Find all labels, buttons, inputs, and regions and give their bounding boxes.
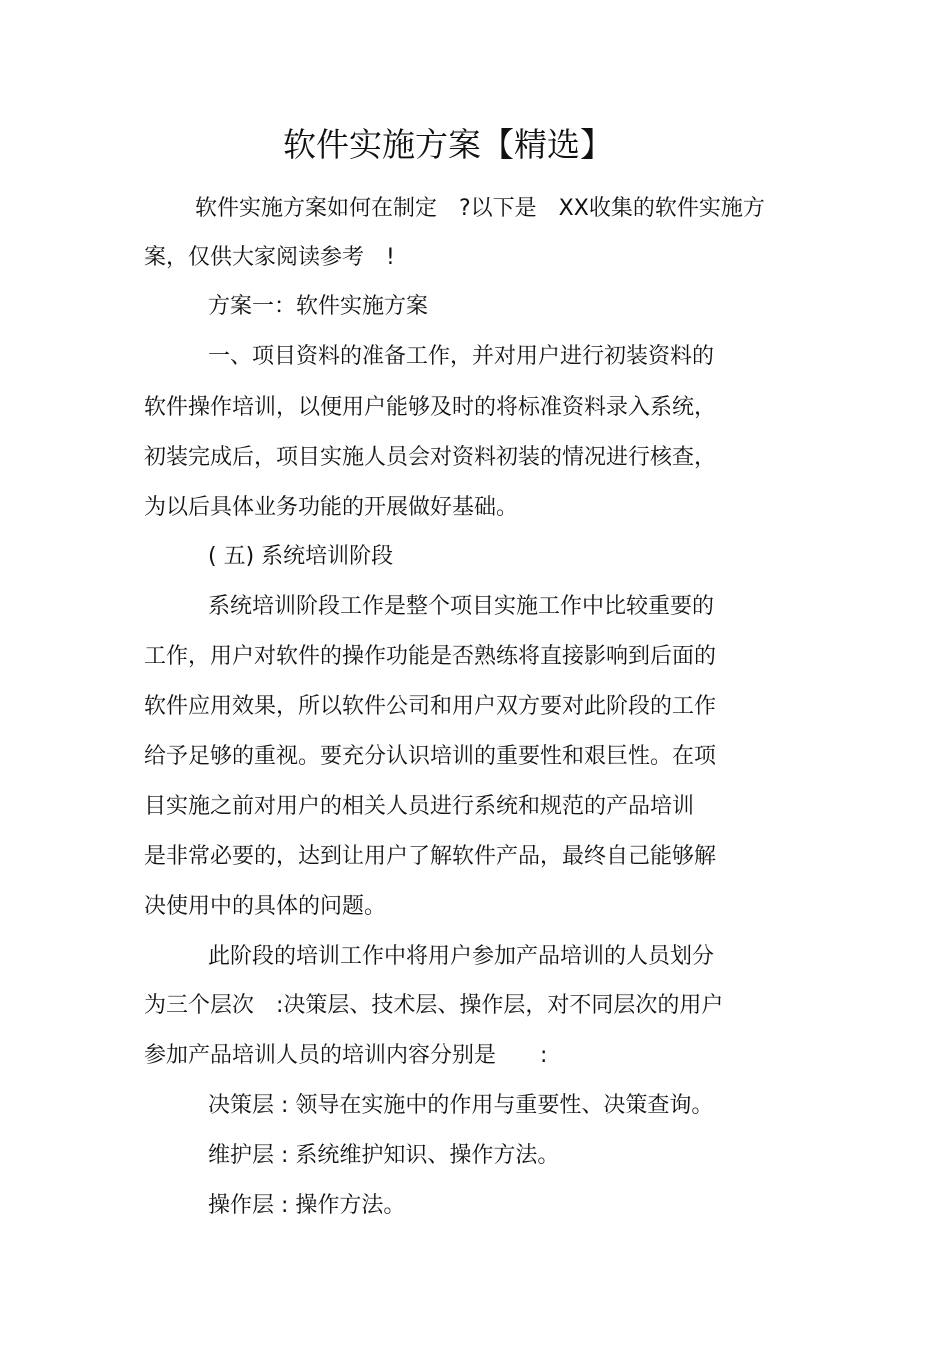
list-item-decision-layer: 决策层 : 领导在实施中的作用与重要性、决策查询。 <box>208 1093 714 1118</box>
paragraph-line: 决使用中的具体的问题。 <box>144 894 387 919</box>
document-title: 软件实施方案【精选】 <box>283 125 613 164</box>
paragraph-line: 初装完成后，项目实施人员会对资料初装的情况进行核查， <box>144 445 717 470</box>
paragraph-line: 给予足够的重视。要充分认识培训的重要性和艰巨性。在项 <box>144 744 717 769</box>
paragraph-line: 目实施之前对用户的相关人员进行系统和规范的产品培训 <box>144 794 695 819</box>
section-heading-plan-one: 方案一：软件实施方案 <box>208 294 429 319</box>
paragraph-line-intro-2: 案，仅供大家阅读参考 ! <box>144 245 395 270</box>
list-item-operation-layer: 操作层 : 操作方法。 <box>208 1193 406 1218</box>
paragraph-line: 为三个层次 :决策层、技术层、操作层，对不同层次的用户 <box>144 993 724 1018</box>
paragraph-line: 软件操作培训，以便用户能够及时的将标准资料录入系统， <box>144 395 717 420</box>
list-item-maintenance-layer: 维护层 : 系统维护知识、操作方法。 <box>208 1143 560 1168</box>
paragraph-line: 是非常必要的，达到让用户了解软件产品，最终自己能够解 <box>144 844 717 869</box>
paragraph-line: 系统培训阶段工作是整个项目实施工作中比较重要的 <box>208 594 715 619</box>
paragraph-line: 一、项目资料的准备工作，并对用户进行初装资料的 <box>208 344 715 369</box>
paragraph-line: 软件应用效果，所以软件公司和用户双方要对此阶段的工作 <box>144 694 717 719</box>
section-heading-training-stage: ( 五) 系统培训阶段 <box>208 544 394 569</box>
paragraph-line: 工作，用户对软件的操作功能是否熟练将直接影响到后面的 <box>144 644 717 669</box>
paragraph-line: 此阶段的培训工作中将用户参加产品培训的人员划分 <box>208 944 715 969</box>
paragraph-line: 参加产品培训人员的培训内容分别是 : <box>144 1043 548 1068</box>
paragraph-line-intro-1: 软件实施方案如何在制定 ?以下是 XX收集的软件实施方 <box>195 196 765 221</box>
paragraph-line: 为以后具体业务功能的开展做好基础。 <box>144 495 519 520</box>
